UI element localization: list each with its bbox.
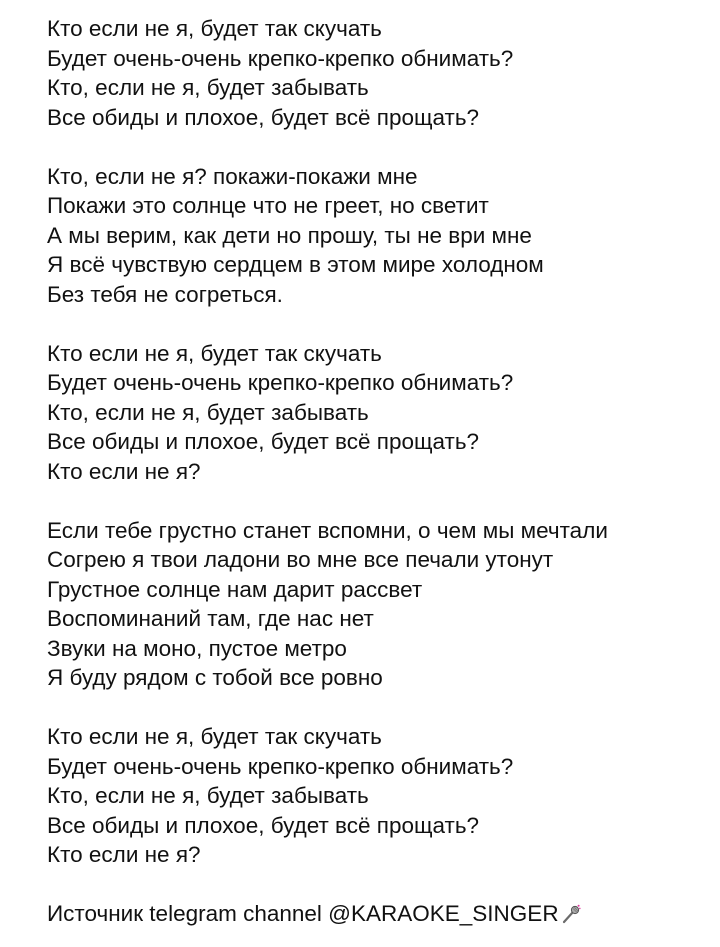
lyric-line: А мы верим, как дети но прошу, ты не ври мне xyxy=(47,222,532,248)
lyric-line: Согрею я твои ладони во мне все печали утонут xyxy=(47,547,554,572)
stanza-verse-2 xyxy=(47,516,707,693)
lyric-line: Кто если не я, будет так скучать xyxy=(47,340,382,366)
stanza-chorus-3 xyxy=(47,722,707,870)
lyric-line: Кто если не я? xyxy=(47,458,201,484)
lyric-line: Все обиды и плохое, будет всё прощать? xyxy=(47,812,480,838)
stanza-verse-1 xyxy=(47,162,707,310)
lyric-line: Я буду рядом с тобой все ровно xyxy=(47,665,383,690)
lyric-line: Кто если не я, будет так скучать xyxy=(47,724,382,749)
lyric-line: Звуки на моно, пустое метро xyxy=(47,635,347,661)
lyrics-document xyxy=(47,14,707,932)
stanza-chorus-1 xyxy=(47,14,707,132)
lyric-line: Будет очень-очень крепко-крепко обнимать? xyxy=(47,753,514,779)
lyric-line: Все обиды и плохое, будет всё прощать? xyxy=(47,104,480,130)
microphone-icon xyxy=(561,902,581,932)
lyric-line: Грустное солнце нам дарит рассвет xyxy=(47,576,423,602)
stanza-chorus-2 xyxy=(47,339,707,487)
lyric-line: Кто если не я? xyxy=(47,842,201,867)
lyric-line: Кто, если не я, будет забывать xyxy=(47,75,369,100)
lyric-line: Будет очень-очень крепко-крепко обнимать? xyxy=(47,45,514,71)
lyric-line: Воспоминаний там, где нас нет xyxy=(47,606,374,631)
lyric-line: Без тебя не согреться. xyxy=(47,281,283,307)
lyric-line: Будет очень-очень крепко-крепко обнимать? xyxy=(47,370,514,395)
lyric-line: Я всё чувствую сердцем в этом мире холодном xyxy=(47,252,544,277)
lyric-line: Кто если не я, будет так скучать xyxy=(47,16,382,41)
source-text: Источник telegram channel @KARAOKE_SINGER xyxy=(47,901,559,926)
source-attribution xyxy=(47,899,707,932)
lyric-line: Если тебе грустно станет вспомни, о чем мы мечтали xyxy=(47,517,608,543)
lyric-line: Кто, если не я? покажи-покажи мне xyxy=(47,163,418,189)
lyric-line: Кто, если не я, будет забывать xyxy=(47,783,369,808)
lyric-line: Кто, если не я, будет забывать xyxy=(47,399,369,425)
lyric-line: Покажи это солнце что не греет, но светит xyxy=(47,193,489,218)
lyric-line: Все обиды и плохое, будет всё прощать? xyxy=(47,429,480,454)
